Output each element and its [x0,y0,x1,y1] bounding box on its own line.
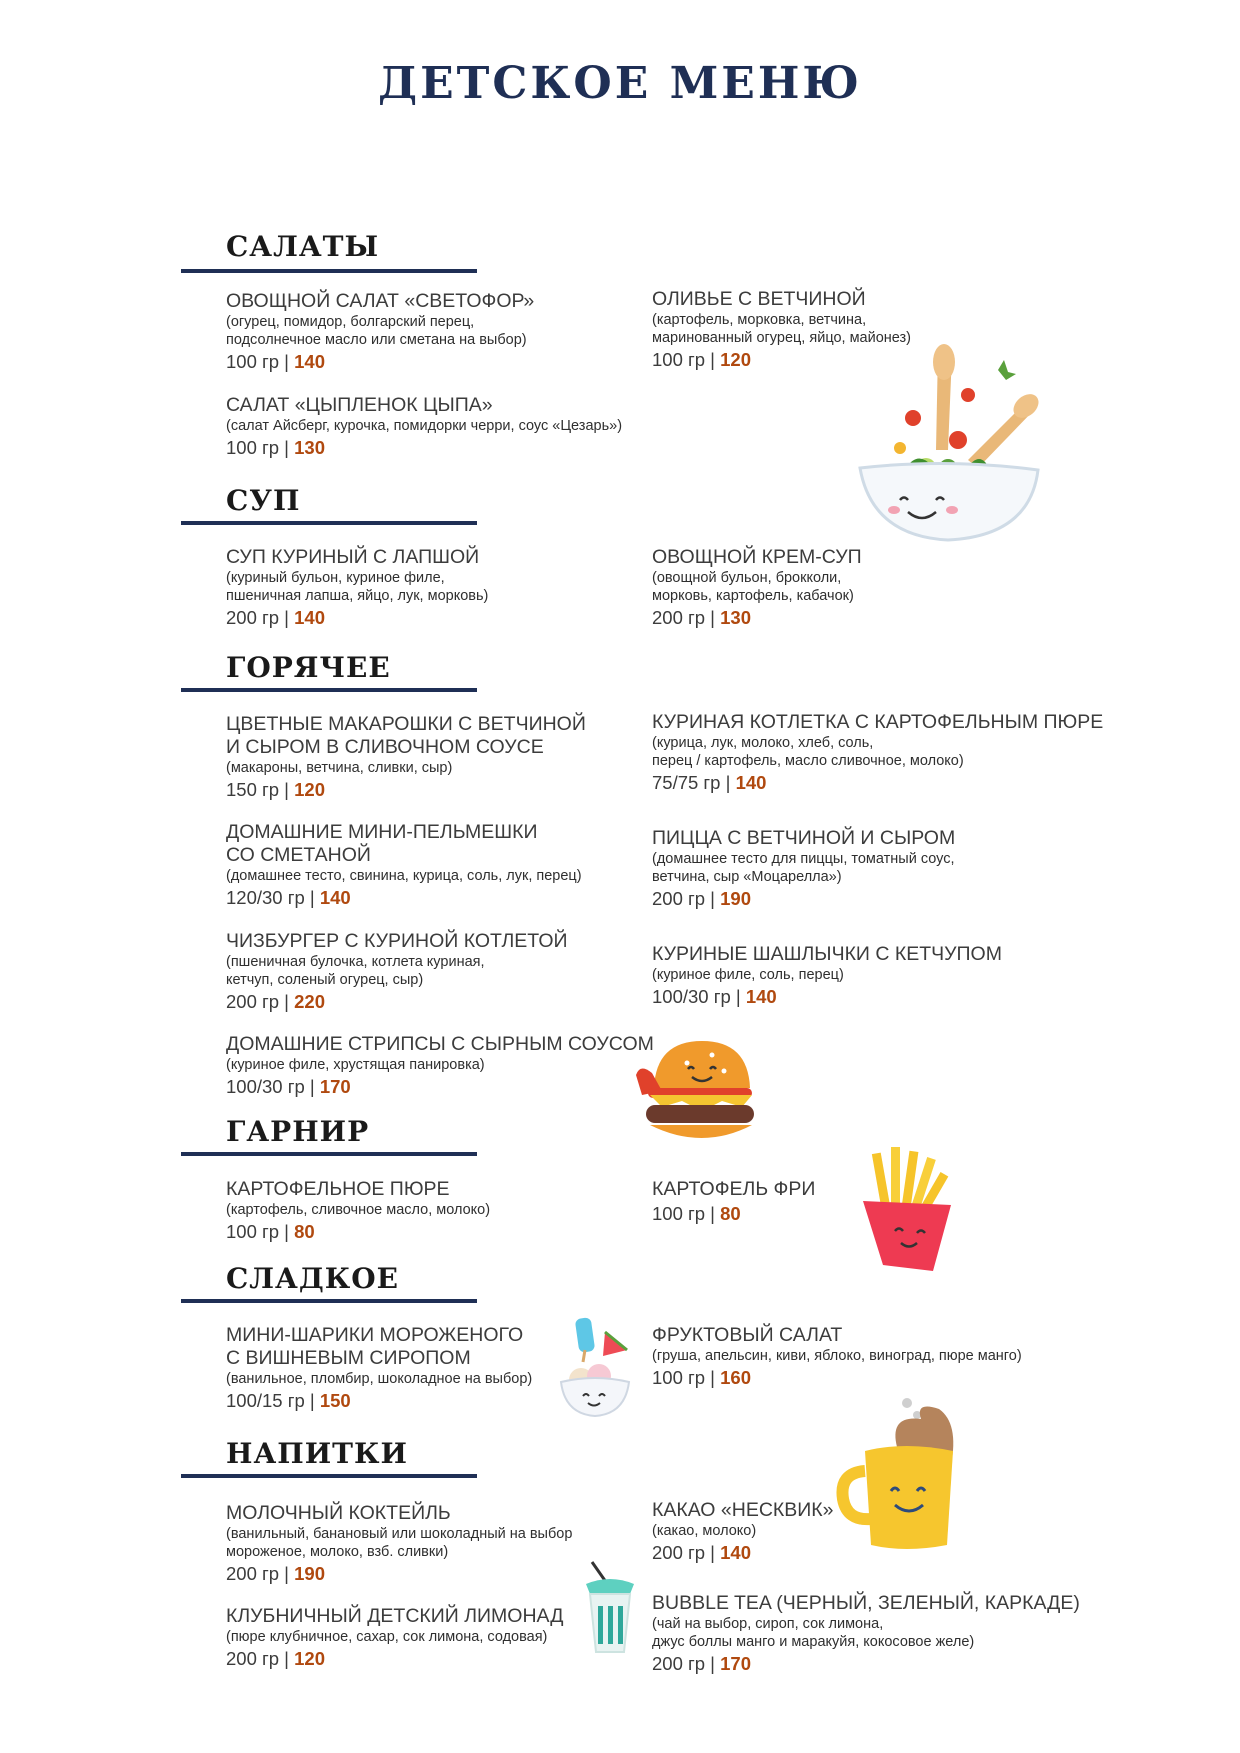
item-price-line [226,778,686,802]
item-description: пшеничная лапша, яйцо, лук, морковь) [226,588,489,604]
item-name: КАРТОФЕЛЬ ФРИ [652,1178,816,1200]
item-weight: 100/30 гр [652,986,731,1007]
price-separator: | [705,607,721,628]
section-divider [181,521,477,525]
item-price-line [226,606,686,630]
item-weight: 200 гр [652,888,706,909]
item-weight: 150 гр [226,779,280,800]
item-description: (курица, лук, молоко, хлеб, соль, [652,735,874,751]
item-weight: 200 гр [226,1648,280,1669]
item-description: (ванильный, банановый или шоколадный на выбор [226,1526,573,1542]
item-price: 120 [720,349,752,370]
item-description: (огурец, помидор, болгарский перец, [226,314,475,330]
item-price-line [226,436,686,460]
section-divider [181,1299,477,1303]
price-separator: | [279,437,295,458]
section-title-salads: САЛАТЫ [226,230,380,263]
item-description: мороженое, молоко, взб. сливки) [226,1544,449,1560]
menu-item-bubble [652,1592,1112,1676]
item-name: СУП КУРИНЫЙ С ЛАПШОЙ [226,546,480,568]
item-price: 140 [745,986,777,1007]
item-price: 140 [735,772,767,793]
menu-item-soup-cream [652,546,1112,630]
item-weight: 100/15 гр [226,1390,305,1411]
price-separator: | [304,887,320,908]
item-name: МИНИ-ШАРИКИ МОРОЖЕНОГО [226,1324,524,1346]
item-name: ПИЦЦА С ВЕТЧИНОЙ И СЫРОМ [652,827,956,849]
section-divider [181,1152,477,1156]
item-description: (макароны, ветчина, сливки, сыр) [226,760,453,776]
item-price-line [652,1652,1112,1676]
item-price-line [652,985,1112,1009]
item-weight: 200 гр [226,1563,280,1584]
fries-icon [855,1143,965,1273]
price-separator: | [279,779,295,800]
item-name: BUBBLE TEA (ЧЕРНЫЙ, ЗЕЛЕНЫЙ, КАРКАДЕ) [652,1592,1080,1614]
price-separator: | [705,1653,721,1674]
item-weight: 100 гр [652,1367,706,1388]
section-divider [181,269,477,273]
menu-item-soup-chicken [226,546,686,630]
menu-item-shashlik [652,943,1112,1009]
item-price-line [652,1366,1112,1390]
item-name: ФРУКТОВЫЙ САЛАТ [652,1324,843,1346]
item-price: 120 [294,779,326,800]
cocoa-mug-icon [835,1395,965,1555]
item-description: (домашнее тесто, свинина, курица, соль, лук, перец) [226,868,582,884]
menu-item-svetofor [226,290,686,374]
item-name: САЛАТ «ЦЫПЛЕНОК ЦЫПА» [226,394,493,416]
item-name: МОЛОЧНЫЙ КОКТЕЙЛЬ [226,1502,451,1524]
price-separator: | [279,1648,295,1669]
menu-item-strips [226,1033,686,1099]
item-weight: 200 гр [652,1542,706,1563]
section-title-drinks: НАПИТКИ [226,1437,408,1470]
burger-icon [632,1033,762,1153]
item-price-line [226,1075,686,1099]
item-weight: 120/30 гр [226,887,305,908]
item-description: (пшеничная булочка, котлета куриная, [226,954,485,970]
item-description: (салат Айсберг, курочка, помидорки черри, соус «Цезарь») [226,418,623,434]
menu-item-pure [226,1178,686,1244]
item-name: СО СМЕТАНОЙ [226,844,371,866]
item-price-line [226,990,686,1014]
item-description: (чай на выбор, сироп, сок лимона, [652,1616,884,1632]
item-price: 130 [294,437,326,458]
item-name: С ВИШНЕВЫМ СИРОПОМ [226,1347,471,1369]
price-separator: | [705,1367,721,1388]
item-price: 190 [720,888,752,909]
item-weight: 100 гр [226,351,280,372]
menu-item-fruit [652,1324,1112,1390]
item-price: 160 [720,1367,752,1388]
item-price: 170 [319,1076,351,1097]
item-price: 140 [294,607,326,628]
menu-item-makaroni [226,713,686,802]
price-separator: | [304,1390,320,1411]
price-separator: | [279,991,295,1012]
item-description: (груша, апельсин, киви, яблоко, виноград, пюре манго) [652,1348,1022,1364]
item-price: 140 [720,1542,752,1563]
price-separator: | [279,607,295,628]
item-name: ДОМАШНИЕ МИНИ-ПЕЛЬМЕШКИ [226,821,538,843]
item-name: ОЛИВЬЕ С ВЕТЧИНОЙ [652,288,866,310]
item-price: 170 [720,1653,752,1674]
item-price: 130 [720,607,752,628]
salad-bowl-icon [848,340,1044,545]
item-description: маринованный огурец, яйцо, майонез) [652,330,912,346]
page-title: ДЕТСКОЕ МЕНЮ [377,58,863,109]
menu-item-pelmeni [226,821,686,910]
section-divider [181,1474,477,1478]
item-name: КУРИНАЯ КОТЛЕТКА С КАРТОФЕЛЬНЫМ ПЮРЕ [652,711,1104,733]
price-separator: | [705,888,721,909]
item-description: джус боллы манго и маракуйя, кокосовое желе) [652,1634,975,1650]
price-separator: | [705,1203,721,1224]
item-price: 80 [720,1203,741,1224]
price-separator: | [279,1563,295,1584]
item-description: (какао, молоко) [652,1523,757,1539]
item-name: ЦВЕТНЫЕ МАКАРОШКИ С ВЕТЧИНОЙ [226,713,586,735]
section-title-garnish: ГАРНИР [226,1115,370,1148]
price-separator: | [730,986,746,1007]
item-price: 140 [294,351,326,372]
item-price-line [652,606,1112,630]
item-price-line [226,1220,686,1244]
item-description: кетчуп, соленый огурец, сыр) [226,972,424,988]
item-weight: 100/30 гр [226,1076,305,1097]
ice-cream-icon [555,1310,635,1420]
item-price: 140 [319,887,351,908]
item-description: ветчина, сыр «Моцарелла») [652,869,842,885]
item-weight: 100 гр [652,349,706,370]
item-description: морковь, картофель, кабачок) [652,588,854,604]
item-weight: 200 гр [652,607,706,628]
item-name: КАРТОФЕЛЬНОЕ ПЮРЕ [226,1178,450,1200]
section-title-soup: СУП [226,484,301,517]
item-description: подсолнечное масло или сметана на выбор) [226,332,527,348]
item-weight: 75/75 гр [652,772,721,793]
price-separator: | [279,1221,295,1242]
menu-item-burger [226,930,686,1014]
item-weight: 200 гр [226,607,280,628]
item-price: 120 [294,1648,326,1669]
menu-item-pizza [652,827,1112,911]
item-price: 190 [294,1563,326,1584]
item-price: 150 [319,1390,351,1411]
item-description: (ванильное, пломбир, шоколадное на выбор) [226,1371,533,1387]
item-description: (картофель, сливочное масло, молоко) [226,1202,491,1218]
item-name: ЧИЗБУРГЕР С КУРИНОЙ КОТЛЕТОЙ [226,930,568,952]
item-description: (куриное филе, хрустящая панировка) [226,1057,485,1073]
item-weight: 100 гр [226,1221,280,1242]
section-divider [181,688,477,692]
item-price: 80 [294,1221,315,1242]
item-description: (овощной бульон, брокколи, [652,570,842,586]
item-weight: 200 гр [226,991,280,1012]
item-name: ДОМАШНИЕ СТРИПСЫ С СЫРНЫМ СОУСОМ [226,1033,654,1055]
item-description: (куриный бульон, куриное филе, [226,570,445,586]
menu-item-kotleta [652,711,1112,795]
item-weight: 200 гр [652,1653,706,1674]
item-description: перец / картофель, масло сливочное, молоко) [652,753,964,769]
section-title-hot: ГОРЯЧЕЕ [226,651,391,684]
item-name: КАКАО «НЕСКВИК» [652,1499,834,1521]
item-name: ОВОЩНОЙ КРЕМ-СУП [652,546,862,568]
item-price-line [226,350,686,374]
item-description: (картофель, морковка, ветчина, [652,312,867,328]
price-separator: | [279,351,295,372]
item-price-line [652,771,1112,795]
soda-cup-icon [578,1560,642,1655]
price-separator: | [705,1542,721,1563]
item-name: КЛУБНИЧНЫЙ ДЕТСКИЙ ЛИМОНАД [226,1605,564,1627]
price-separator: | [720,772,736,793]
price-separator: | [304,1076,320,1097]
item-weight: 100 гр [652,1203,706,1224]
item-name: ОВОЩНОЙ САЛАТ «СВЕТОФОР» [226,290,535,312]
item-name: И СЫРОМ В СЛИВОЧНОМ СОУСЕ [226,736,544,758]
item-price: 220 [294,991,326,1012]
item-description: (куриное филе, соль, перец) [652,967,844,983]
menu-item-cypa [226,394,686,460]
item-description: (пюре клубничное, сахар, сок лимона, содовая) [226,1629,548,1645]
item-description: (домашнее тесто для пиццы, томатный соус, [652,851,955,867]
item-price-line [226,886,686,910]
item-name: КУРИНЫЕ ШАШЛЫЧКИ С КЕТЧУПОМ [652,943,1002,965]
section-title-sweet: СЛАДКОЕ [226,1262,399,1295]
item-price-line [652,887,1112,911]
item-weight: 100 гр [226,437,280,458]
price-separator: | [705,349,721,370]
